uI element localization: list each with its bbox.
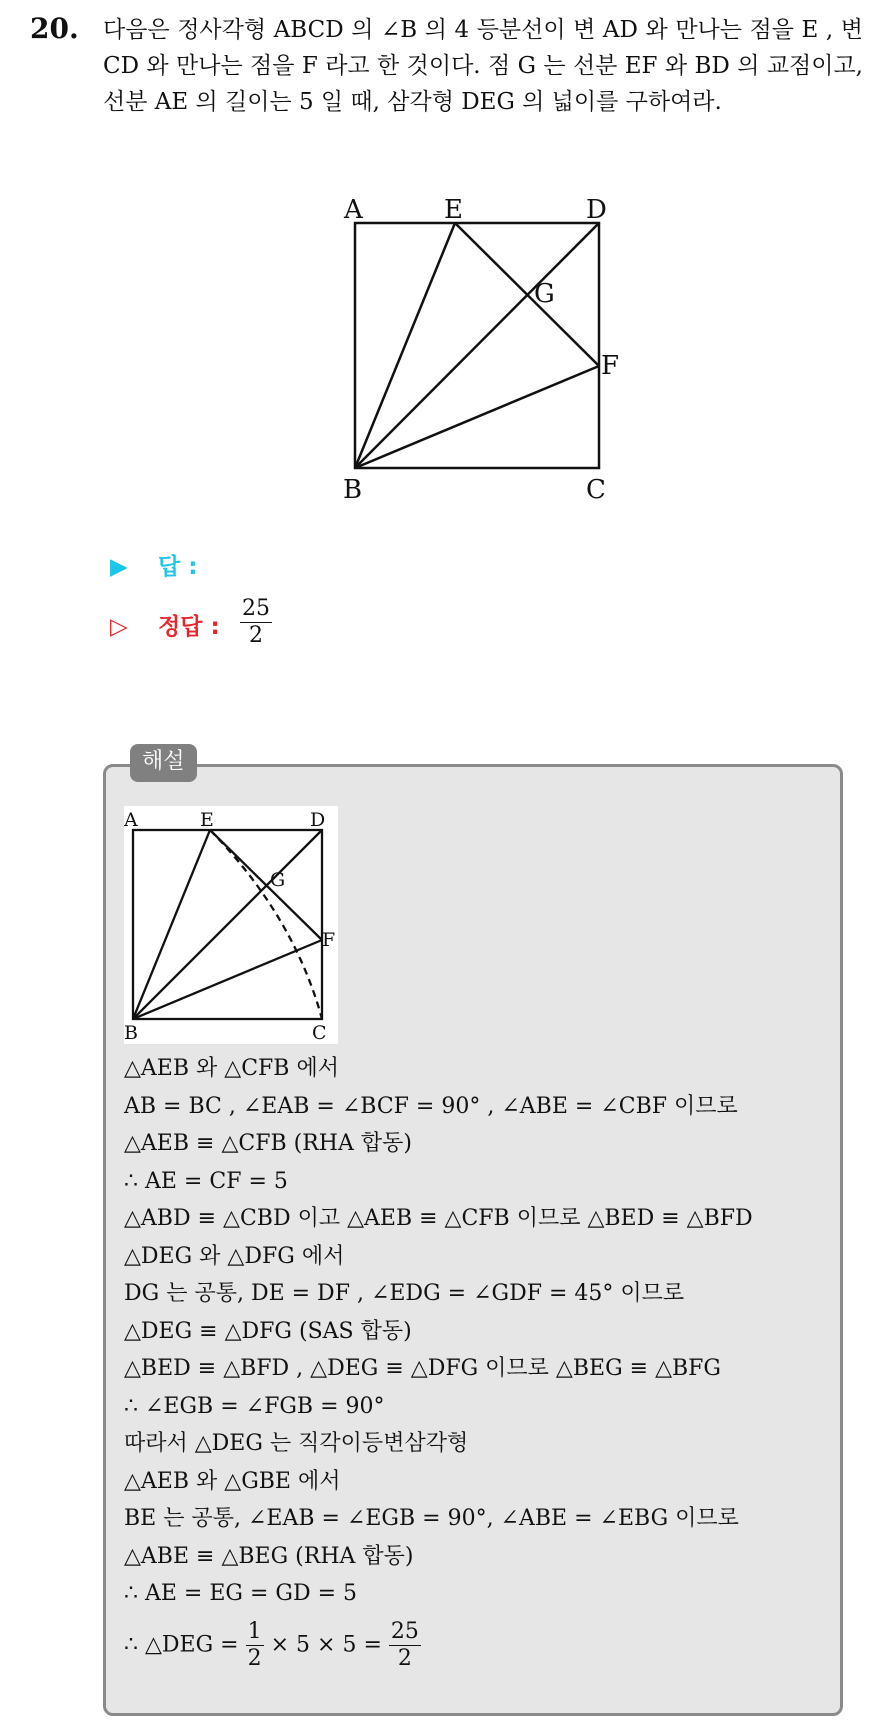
sol-label-a: A	[124, 809, 138, 831]
solution-line: △DEG 와 △DFG 에서	[124, 1243, 345, 1269]
solution-line: △BED ≡ △BFD , △DEG ≡ △DFG 이므로 △BEG ≡ △BFG	[124, 1356, 721, 1381]
solution-line: 따라서 △DEG 는 직각이등변삼각형	[124, 1431, 469, 1456]
answer-row	[110, 548, 197, 581]
sol-label-c: C	[312, 1022, 327, 1044]
correct-answer-label: 정답 :	[158, 614, 220, 640]
label-f: F	[601, 351, 620, 381]
label-a: A	[344, 195, 363, 225]
sol-label-b: B	[124, 1022, 138, 1044]
answer-marker-icon: ▶	[110, 554, 128, 580]
solution-line: △ABD ≡ △CBD 이고 △AEB ≡ △CFB 이므로 △BED ≡ △BFD	[124, 1206, 753, 1231]
label-b: B	[343, 475, 363, 505]
solution-line: AB = BC , ∠EAB = ∠BCF = 90° , ∠ABE = ∠CBF 이므로	[124, 1093, 738, 1119]
solution-line: ∴ AE = EG = GD = 5	[124, 1581, 358, 1606]
solution-line: BE 는 공통, ∠EAB = ∠EGB = 90°, ∠ABE = ∠EBG 이므로	[124, 1506, 739, 1531]
question-number: 20.	[30, 12, 79, 45]
solution-line: DG 는 공통, DE = DF , ∠EDG = ∠GDF = 45° 이므로	[124, 1281, 685, 1306]
solution-line: ∴ ∠EGB = ∠FGB = 90°	[124, 1393, 385, 1419]
sol-label-d: D	[310, 809, 326, 831]
solution-line: △DEG ≡ △DFG (SAS 합동)	[124, 1318, 412, 1344]
solution-line: △ABE ≡ △BEG (RHA 합동)	[124, 1543, 414, 1569]
label-c: C	[586, 475, 606, 505]
correct-answer-row	[110, 596, 270, 648]
solution-tag: 해설	[130, 744, 197, 782]
main-figure	[330, 186, 660, 510]
solution-line: ∴ AE = CF = 5	[124, 1168, 288, 1194]
sol-label-e: E	[200, 809, 214, 831]
label-e: E	[444, 195, 463, 225]
segment-bd	[355, 223, 599, 468]
question-text: 다음은 정사각형 ABCD 의 ∠B 의 4 등분선이 변 AD 와 만나는 점을 E , 변 CD 와 만나는 점을 F 라고 한 것이다. 점 G 는 선분 EF 와 BD 의 교점이고, 선분 AE 의 길이는 5 일 때, 삼각형 DEG 의 넓이를 구하여라.	[103, 17, 863, 115]
solution-text	[124, 1050, 829, 1672]
solution-line: △AEB 와 △CFB 에서	[124, 1056, 339, 1081]
solution-line: △AEB 와 △GBE 에서	[124, 1468, 341, 1494]
label-g: G	[534, 279, 555, 309]
solution-figure	[124, 806, 338, 1044]
label-d: D	[586, 195, 607, 225]
solution-final-line: ∴ △DEG = $\frac{1}{2}$ × 5 × 5 = $\frac{25}{2}$	[124, 1618, 419, 1671]
correct-answer-value: $\frac{25}{2}$	[242, 596, 270, 648]
sol-label-g: G	[270, 869, 286, 891]
correct-marker-icon: ▷	[110, 614, 128, 640]
answer-label: 답 :	[158, 554, 198, 580]
sol-label-f: F	[322, 929, 336, 951]
solution-line: △AEB ≡ △CFB (RHA 합동)	[124, 1131, 412, 1156]
